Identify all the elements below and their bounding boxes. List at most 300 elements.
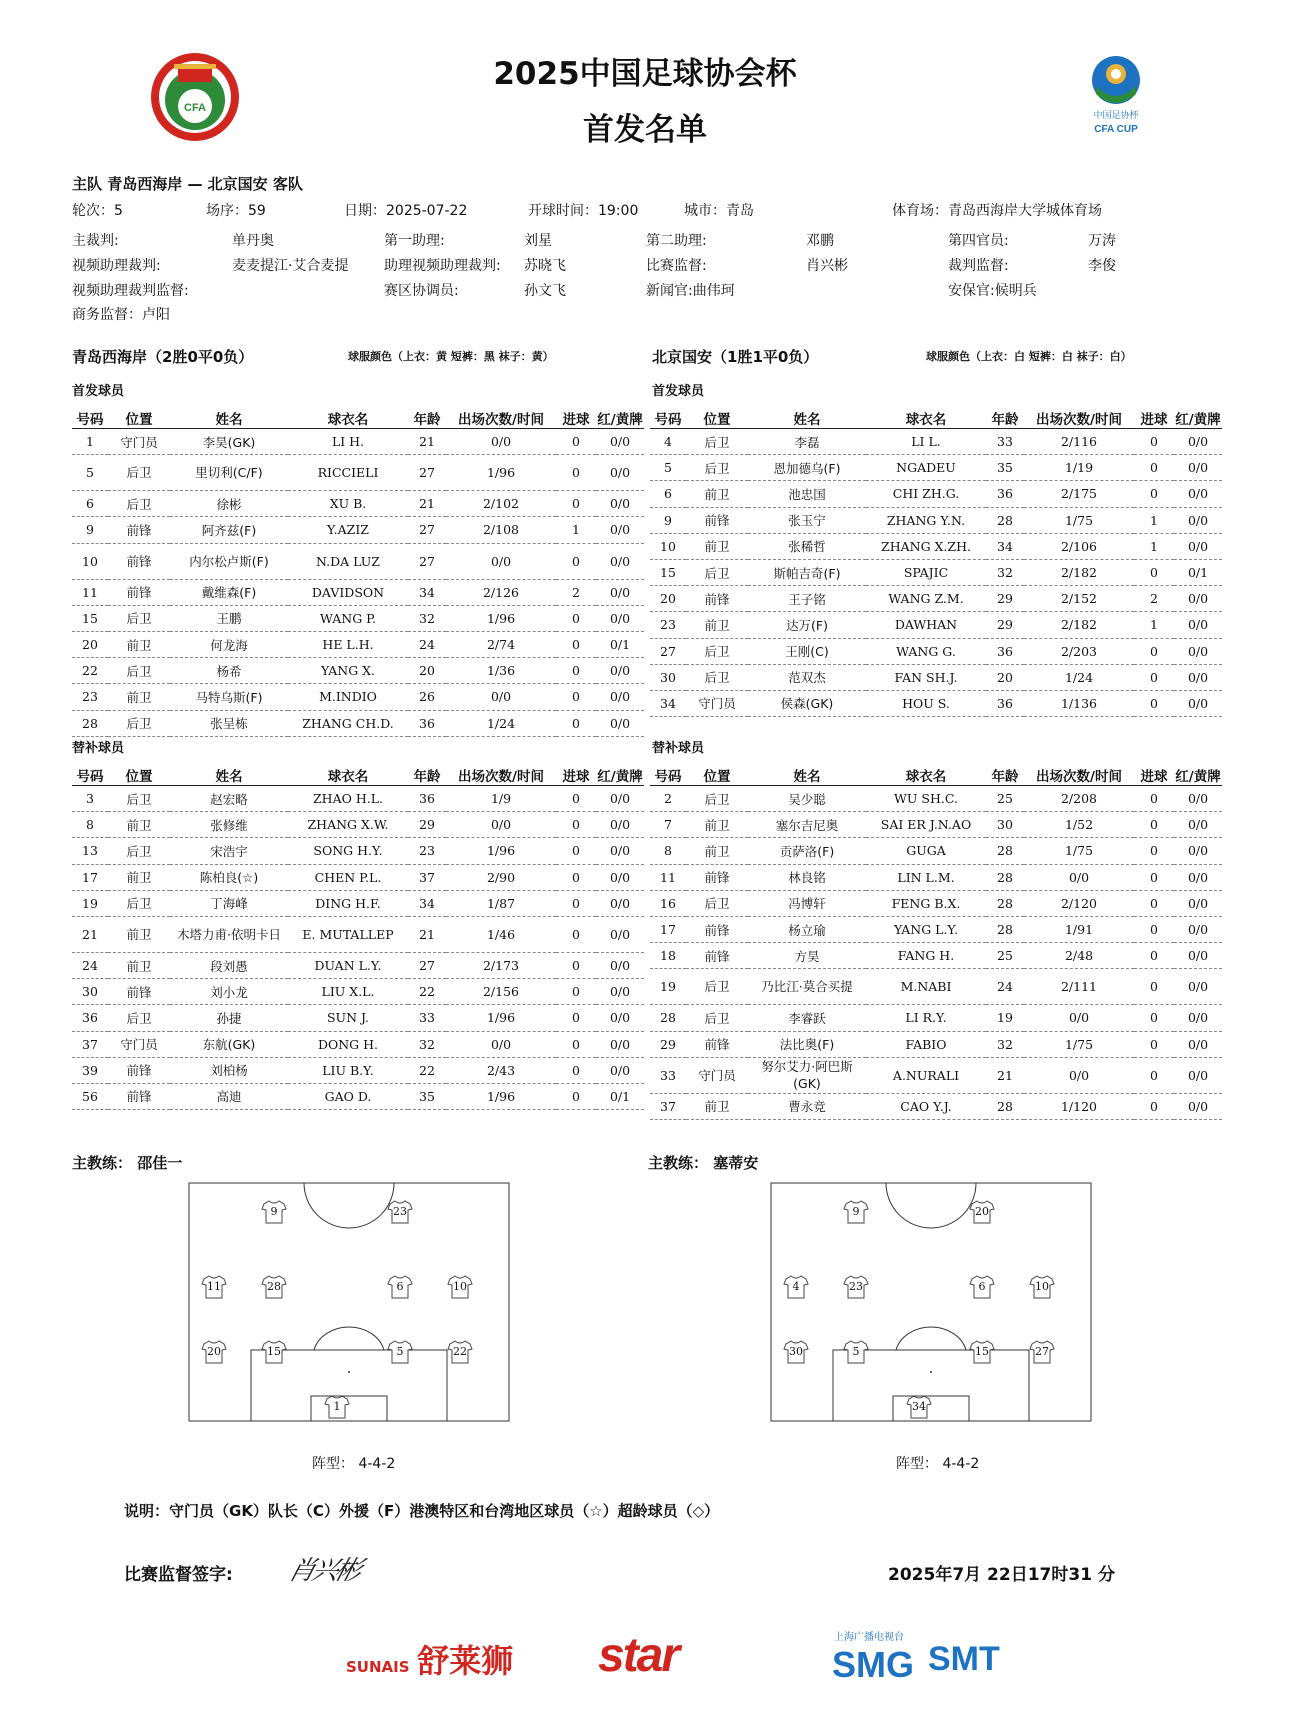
cell-age: 33 [408, 1005, 446, 1031]
player-jersey-icon [906, 1395, 932, 1419]
cell-number: 17 [72, 864, 108, 890]
cell-position: 后卫 [108, 838, 170, 864]
cell-cards: 0/0 [596, 543, 644, 579]
cell-cards: 0/0 [1174, 481, 1222, 507]
cell-shirt-name: M.INDIO [288, 684, 408, 710]
cell-position: 后卫 [108, 455, 170, 491]
cell-position: 后卫 [686, 429, 748, 455]
cell-cards: 0/1 [596, 631, 644, 657]
title-line1: 2025中国足球协会杯 [493, 56, 797, 92]
cell-goals: 0 [1134, 455, 1174, 481]
table-row [72, 684, 644, 710]
cfa-cup-cn: 中国足协杯 [1093, 110, 1139, 120]
cell-goals: 0 [556, 710, 596, 736]
cell-position: 前锋 [686, 916, 748, 942]
cell-number: 30 [72, 979, 108, 1005]
cell-name-cn: 刘小龙 [170, 979, 288, 1005]
cell-number: 56 [72, 1083, 108, 1109]
cell-shirt-name: A.NURALI [866, 1057, 986, 1093]
cell-name-cn: 吴少聪 [748, 786, 866, 812]
cell-cards: 0/0 [1174, 890, 1222, 916]
cell-apps: 1/96 [446, 605, 556, 631]
cell-number: 8 [650, 838, 686, 864]
signature: 肖兴彬 [285, 1556, 363, 1586]
cell-age: 34 [986, 533, 1024, 559]
table-row [650, 1057, 1222, 1093]
table-row [650, 969, 1222, 1005]
cell-position: 前卫 [686, 1093, 748, 1119]
cell-apps: 1/75 [1024, 838, 1134, 864]
cell-cards: 0/1 [596, 1083, 644, 1109]
cell-position: 守门员 [108, 429, 170, 455]
table-row [650, 786, 1222, 812]
cell-position: 前锋 [108, 1083, 170, 1109]
sponsor-sunais-cn: 舒莱狮 [417, 1642, 514, 1680]
cell-number: 4 [650, 429, 686, 455]
cell-age: 36 [986, 690, 1024, 716]
cell-age: 27 [408, 517, 446, 543]
col-header-position: 位置 [686, 408, 748, 429]
jersey-number: 30 [789, 1345, 803, 1358]
cell-position: 后卫 [686, 1005, 748, 1031]
cell-apps: 2/126 [446, 579, 556, 605]
cell-shirt-name: HOU S. [866, 690, 986, 716]
table-row [72, 631, 644, 657]
cell-name-cn: 赵宏略 [170, 786, 288, 812]
cell-number: 33 [650, 1057, 686, 1093]
cell-position: 后卫 [686, 664, 748, 690]
cell-shirt-name: CHI ZH.G. [866, 481, 986, 507]
cell-cards: 0/0 [1174, 1093, 1222, 1119]
cell-name-cn: 马特乌斯(F) [170, 684, 288, 710]
cell-goals: 0 [556, 455, 596, 491]
cell-apps: 2/175 [1024, 481, 1134, 507]
cell-apps: 1/75 [1024, 507, 1134, 533]
cell-apps: 2/120 [1024, 890, 1134, 916]
cell-number: 1 [72, 429, 108, 455]
cell-apps: 0/0 [1024, 1057, 1134, 1093]
cell-number: 13 [72, 838, 108, 864]
col-header-apps: 出场次数/时间 [1024, 765, 1134, 786]
cell-apps: 2/102 [446, 491, 556, 517]
cell-number: 10 [650, 533, 686, 559]
col-header-cards: 红/黄牌 [1174, 408, 1222, 429]
cell-number: 37 [72, 1031, 108, 1057]
table-row [72, 1031, 644, 1057]
cell-cards: 0/0 [596, 812, 644, 838]
cell-cards: 0/0 [1174, 664, 1222, 690]
cell-apps: 1/75 [1024, 1031, 1134, 1057]
table-row [72, 838, 644, 864]
pitch-lines [770, 1182, 1092, 1422]
cell-number: 19 [72, 890, 108, 916]
cell-number: 23 [72, 684, 108, 710]
cell-name-cn: 东航(GK) [170, 1031, 288, 1057]
cell-age: 24 [986, 969, 1024, 1005]
cell-name-cn: 法比奥(F) [748, 1031, 866, 1057]
round: 轮次：5 [72, 203, 123, 219]
stadium: 体育场：青岛西海岸大学城体育场 [892, 203, 1102, 219]
cell-number: 22 [72, 658, 108, 684]
cell-shirt-name: NGADEU [866, 455, 986, 481]
cell-number: 6 [72, 491, 108, 517]
cell-name-cn: 何龙海 [170, 631, 288, 657]
cell-position: 前卫 [108, 916, 170, 952]
cell-cards: 0/0 [1174, 612, 1222, 638]
cell-goals: 0 [1134, 1057, 1174, 1093]
sponsor-sunais-en: SUNAIS [346, 1658, 410, 1676]
cell-position: 前锋 [686, 1031, 748, 1057]
cell-apps: 2/106 [1024, 533, 1134, 559]
cell-goals: 2 [1134, 586, 1174, 612]
cell-goals: 0 [556, 838, 596, 864]
cell-age: 29 [408, 812, 446, 838]
cell-apps: 0/0 [1024, 864, 1134, 890]
jersey-number: 9 [852, 1205, 860, 1218]
table-row [72, 491, 644, 517]
cell-age: 33 [986, 429, 1024, 455]
cell-shirt-name: LIU B.Y. [288, 1057, 408, 1083]
coordinator-label: 赛区协调员: [384, 283, 459, 299]
home-kit: 球服颜色（上衣：黄 短裤：黑 袜子：黄） [348, 350, 554, 363]
ar1-name: 刘星 [524, 233, 552, 249]
sponsor-star: star [598, 1629, 679, 1682]
cell-position: 前锋 [108, 517, 170, 543]
cell-goals: 0 [1134, 916, 1174, 942]
player-jersey-icon [387, 1200, 413, 1224]
table-row [650, 1005, 1222, 1031]
cell-number: 37 [650, 1093, 686, 1119]
jersey-number: 22 [453, 1345, 467, 1358]
cell-shirt-name: LIU X.L. [288, 979, 408, 1005]
table-row [650, 1093, 1222, 1119]
cell-number: 29 [650, 1031, 686, 1057]
cell-number: 3 [72, 786, 108, 812]
cell-cards: 0/0 [1174, 586, 1222, 612]
cell-number: 23 [650, 612, 686, 638]
cell-shirt-name: YANG L.Y. [866, 916, 986, 942]
col-header-cards: 红/黄牌 [1174, 765, 1222, 786]
cell-name-cn: 曹永竞 [748, 1093, 866, 1119]
legend: 说明：守门员（GK）队长（C）外援（F）港澳特区和台湾地区球员（☆）超龄球员（◇） [124, 1502, 720, 1520]
signature-label: 比赛监督签字: [124, 1565, 233, 1585]
table-row [72, 952, 644, 978]
cell-apps: 0/0 [446, 1031, 556, 1057]
ref-name: 单丹奥 [232, 233, 274, 249]
cell-shirt-name: SUN J. [288, 1005, 408, 1031]
cell-age: 32 [408, 605, 446, 631]
cell-number: 20 [72, 631, 108, 657]
cell-cards: 0/0 [1174, 838, 1222, 864]
commissioner-label: 比赛监督: [646, 258, 707, 274]
cell-position: 后卫 [108, 1005, 170, 1031]
cell-cards: 0/0 [596, 429, 644, 455]
cell-number: 11 [650, 864, 686, 890]
cell-name-cn: 丁海峰 [170, 890, 288, 916]
cell-number: 5 [650, 455, 686, 481]
cell-shirt-name: WANG G. [866, 638, 986, 664]
cell-cards: 0/0 [596, 710, 644, 736]
table-row [72, 890, 644, 916]
cell-cards: 0/0 [596, 491, 644, 517]
cell-age: 25 [986, 943, 1024, 969]
cell-cards: 0/0 [596, 979, 644, 1005]
cell-cards: 0/0 [596, 684, 644, 710]
ref-assessor-label: 裁判监督: [948, 258, 1009, 274]
cell-cards: 0/0 [1174, 916, 1222, 942]
cell-shirt-name: ZHANG X.ZH. [866, 533, 986, 559]
home-team-name: 青岛西海岸（2胜0平0负） [72, 348, 254, 366]
cell-name-cn: 木塔力甫·依明卡日 [170, 916, 288, 952]
cell-cards: 0/0 [596, 916, 644, 952]
cell-number: 34 [650, 690, 686, 716]
cell-cards: 0/0 [1174, 690, 1222, 716]
table-row [650, 812, 1222, 838]
jersey-number: 20 [207, 1345, 221, 1358]
cell-shirt-name: ZHANG X.W. [288, 812, 408, 838]
player-jersey-icon [969, 1200, 995, 1224]
sponsor-sunais [346, 1636, 513, 1682]
cell-age: 25 [986, 786, 1024, 812]
jersey-number: 15 [267, 1345, 281, 1358]
jersey-number: 10 [453, 1280, 467, 1293]
col-header-position: 位置 [108, 408, 170, 429]
table-row [72, 543, 644, 579]
cell-number: 5 [72, 455, 108, 491]
col-header-number: 号码 [72, 765, 108, 786]
home-coach: 主教练： 邵佳一 [72, 1154, 183, 1172]
sponsor-smt: SMT [928, 1640, 1000, 1678]
cell-shirt-name: FABIO [866, 1031, 986, 1057]
cell-age: 35 [408, 1083, 446, 1109]
player-jersey-icon [447, 1340, 473, 1364]
cell-age: 29 [986, 586, 1024, 612]
cfa-cup-en: CFA CUP [1094, 124, 1138, 135]
cell-goals: 0 [1134, 638, 1174, 664]
cell-cards: 0/0 [1174, 1057, 1222, 1093]
cell-apps: 2/111 [1024, 969, 1134, 1005]
table-row [72, 979, 644, 1005]
cell-name-cn: 范双杰 [748, 664, 866, 690]
cell-cards: 0/0 [1174, 638, 1222, 664]
cell-age: 26 [408, 684, 446, 710]
jersey-number: 6 [978, 1280, 986, 1293]
col-header-number: 号码 [650, 765, 686, 786]
cell-shirt-name: ZHANG CH.D. [288, 710, 408, 736]
cell-number: 27 [650, 638, 686, 664]
table-row [72, 605, 644, 631]
cell-name-cn: 杨立瑜 [748, 916, 866, 942]
table-row [650, 890, 1222, 916]
jersey-number: 23 [393, 1205, 407, 1218]
cell-position: 前卫 [108, 864, 170, 890]
cell-cards: 0/0 [596, 786, 644, 812]
cell-goals: 0 [1134, 1005, 1174, 1031]
col-header-name-cn: 姓名 [748, 408, 866, 429]
cell-goals: 0 [556, 543, 596, 579]
cell-position: 前锋 [686, 507, 748, 533]
cell-position: 前锋 [686, 864, 748, 890]
col-header-age: 年龄 [408, 408, 446, 429]
cell-apps: 2/108 [446, 517, 556, 543]
home-formation: 阵型： 4-4-2 [312, 1456, 396, 1472]
cell-apps: 0/0 [1024, 1005, 1134, 1031]
cell-cards: 0/0 [1174, 786, 1222, 812]
cell-cards: 0/0 [596, 455, 644, 491]
cell-shirt-name: WANG P. [288, 605, 408, 631]
cell-age: 27 [408, 543, 446, 579]
jersey-number: 5 [852, 1345, 860, 1358]
cell-position: 后卫 [686, 786, 748, 812]
cell-number: 28 [650, 1005, 686, 1031]
ar2-name: 邓鹏 [806, 233, 834, 249]
cell-goals: 1 [556, 517, 596, 543]
col-header-name-cn: 姓名 [170, 408, 288, 429]
cell-name-cn: 贡萨洛(F) [748, 838, 866, 864]
cell-name-cn: 张稀哲 [748, 533, 866, 559]
cell-shirt-name: WU SH.C. [866, 786, 986, 812]
cell-apps: 0/0 [446, 429, 556, 455]
cell-number: 18 [650, 943, 686, 969]
cell-number: 15 [650, 559, 686, 585]
cell-number: 2 [650, 786, 686, 812]
col-header-number: 号码 [72, 408, 108, 429]
cell-shirt-name: LI R.Y. [866, 1005, 986, 1031]
cell-position: 守门员 [108, 1031, 170, 1057]
cell-apps: 1/96 [446, 1005, 556, 1031]
cell-goals: 0 [556, 658, 596, 684]
cell-position: 后卫 [108, 491, 170, 517]
cell-apps: 2/43 [446, 1057, 556, 1083]
cell-shirt-name: DAWHAN [866, 612, 986, 638]
cell-goals: 0 [1134, 429, 1174, 455]
cell-name-cn: 王刚(C) [748, 638, 866, 664]
cell-goals: 0 [556, 1083, 596, 1109]
cell-cards: 0/0 [596, 1057, 644, 1083]
cell-goals: 0 [556, 952, 596, 978]
cell-name-cn: 乃比江·莫合买提 [748, 969, 866, 1005]
cell-goals: 1 [1134, 612, 1174, 638]
cell-apps: 2/156 [446, 979, 556, 1005]
table-row [72, 916, 644, 952]
var-supervisor-label: 视频助理裁判监督: [72, 283, 189, 299]
away-team-name: 北京国安（1胜1平0负） [652, 348, 819, 366]
col-header-age: 年龄 [408, 765, 446, 786]
cell-age: 32 [986, 1031, 1024, 1057]
cell-name-cn: 张呈栋 [170, 710, 288, 736]
cell-number: 39 [72, 1057, 108, 1083]
security-officer: 安保官:候明兵 [948, 283, 1037, 299]
cell-age: 19 [986, 1005, 1024, 1031]
col-header-position: 位置 [686, 765, 748, 786]
sponsor-smg: SMG [832, 1644, 915, 1685]
cell-age: 22 [408, 1057, 446, 1083]
cell-apps: 0/0 [446, 543, 556, 579]
fourth-name: 万涛 [1088, 233, 1116, 249]
away-starters-table [650, 408, 1222, 717]
jersey-number: 5 [396, 1345, 404, 1358]
table-row [650, 690, 1222, 716]
cell-apps: 1/19 [1024, 455, 1134, 481]
ar1-label: 第一助理: [384, 233, 445, 249]
title-line2: 首发名单 [583, 112, 707, 148]
match-date: 日期：2025-07-22 [344, 203, 468, 219]
cell-goals: 0 [556, 1005, 596, 1031]
cell-shirt-name: RICCIELI [288, 455, 408, 491]
player-jersey-icon [387, 1340, 413, 1364]
cell-goals: 0 [556, 864, 596, 890]
table-row [650, 455, 1222, 481]
cell-name-cn: 李磊 [748, 429, 866, 455]
cell-name-cn: 王子铭 [748, 586, 866, 612]
cell-position: 守门员 [686, 1057, 748, 1093]
cell-position: 守门员 [686, 690, 748, 716]
cell-goals: 0 [1134, 943, 1174, 969]
table-row [650, 559, 1222, 585]
cell-apps: 1/87 [446, 890, 556, 916]
home-subs-label: 替补球员 [72, 741, 125, 756]
cell-age: 28 [986, 890, 1024, 916]
player-jersey-icon [201, 1275, 227, 1299]
cell-number: 17 [650, 916, 686, 942]
cell-goals: 0 [556, 812, 596, 838]
coordinator-name: 孙文飞 [524, 283, 566, 299]
cell-name-cn: 段刘愚 [170, 952, 288, 978]
signed-time: 2025年7月 22日17时31 分 [888, 1565, 1115, 1585]
cell-age: 22 [408, 979, 446, 1005]
cell-name-cn: 戴维森(F) [170, 579, 288, 605]
jersey-number: 10 [1035, 1280, 1049, 1293]
cell-shirt-name: XU B. [288, 491, 408, 517]
cell-apps: 1/24 [1024, 664, 1134, 690]
cell-goals: 0 [556, 786, 596, 812]
cell-age: 34 [408, 890, 446, 916]
cell-position: 后卫 [686, 969, 748, 1005]
table-row [650, 1031, 1222, 1057]
cell-apps: 1/46 [446, 916, 556, 952]
cell-age: 20 [986, 664, 1024, 690]
table-row [72, 658, 644, 684]
table-row [650, 586, 1222, 612]
cell-apps: 1/52 [1024, 812, 1134, 838]
cell-apps: 2/90 [446, 864, 556, 890]
cell-apps: 0/0 [446, 812, 556, 838]
cell-name-cn: 徐彬 [170, 491, 288, 517]
cell-age: 20 [408, 658, 446, 684]
cell-shirt-name: GUGA [866, 838, 986, 864]
jersey-number: 4 [792, 1280, 800, 1293]
cell-age: 32 [408, 1031, 446, 1057]
col-header-age: 年龄 [986, 408, 1024, 429]
cell-position: 前卫 [686, 812, 748, 838]
col-header-number: 号码 [650, 408, 686, 429]
table-row [72, 579, 644, 605]
cell-apps: 2/116 [1024, 429, 1134, 455]
cell-name-cn: 池忠国 [748, 481, 866, 507]
cell-shirt-name: LI L. [866, 429, 986, 455]
avar-label: 助理视频助理裁判: [384, 258, 501, 274]
cell-number: 36 [72, 1005, 108, 1031]
cell-age: 28 [986, 916, 1024, 942]
table-row [72, 786, 644, 812]
cell-apps: 1/136 [1024, 690, 1134, 716]
cell-cards: 0/0 [596, 1005, 644, 1031]
cell-name-cn: 孙捷 [170, 1005, 288, 1031]
jersey-number: 28 [267, 1280, 281, 1293]
cell-age: 28 [986, 838, 1024, 864]
home-subs-table [72, 765, 644, 1110]
table-row [650, 838, 1222, 864]
